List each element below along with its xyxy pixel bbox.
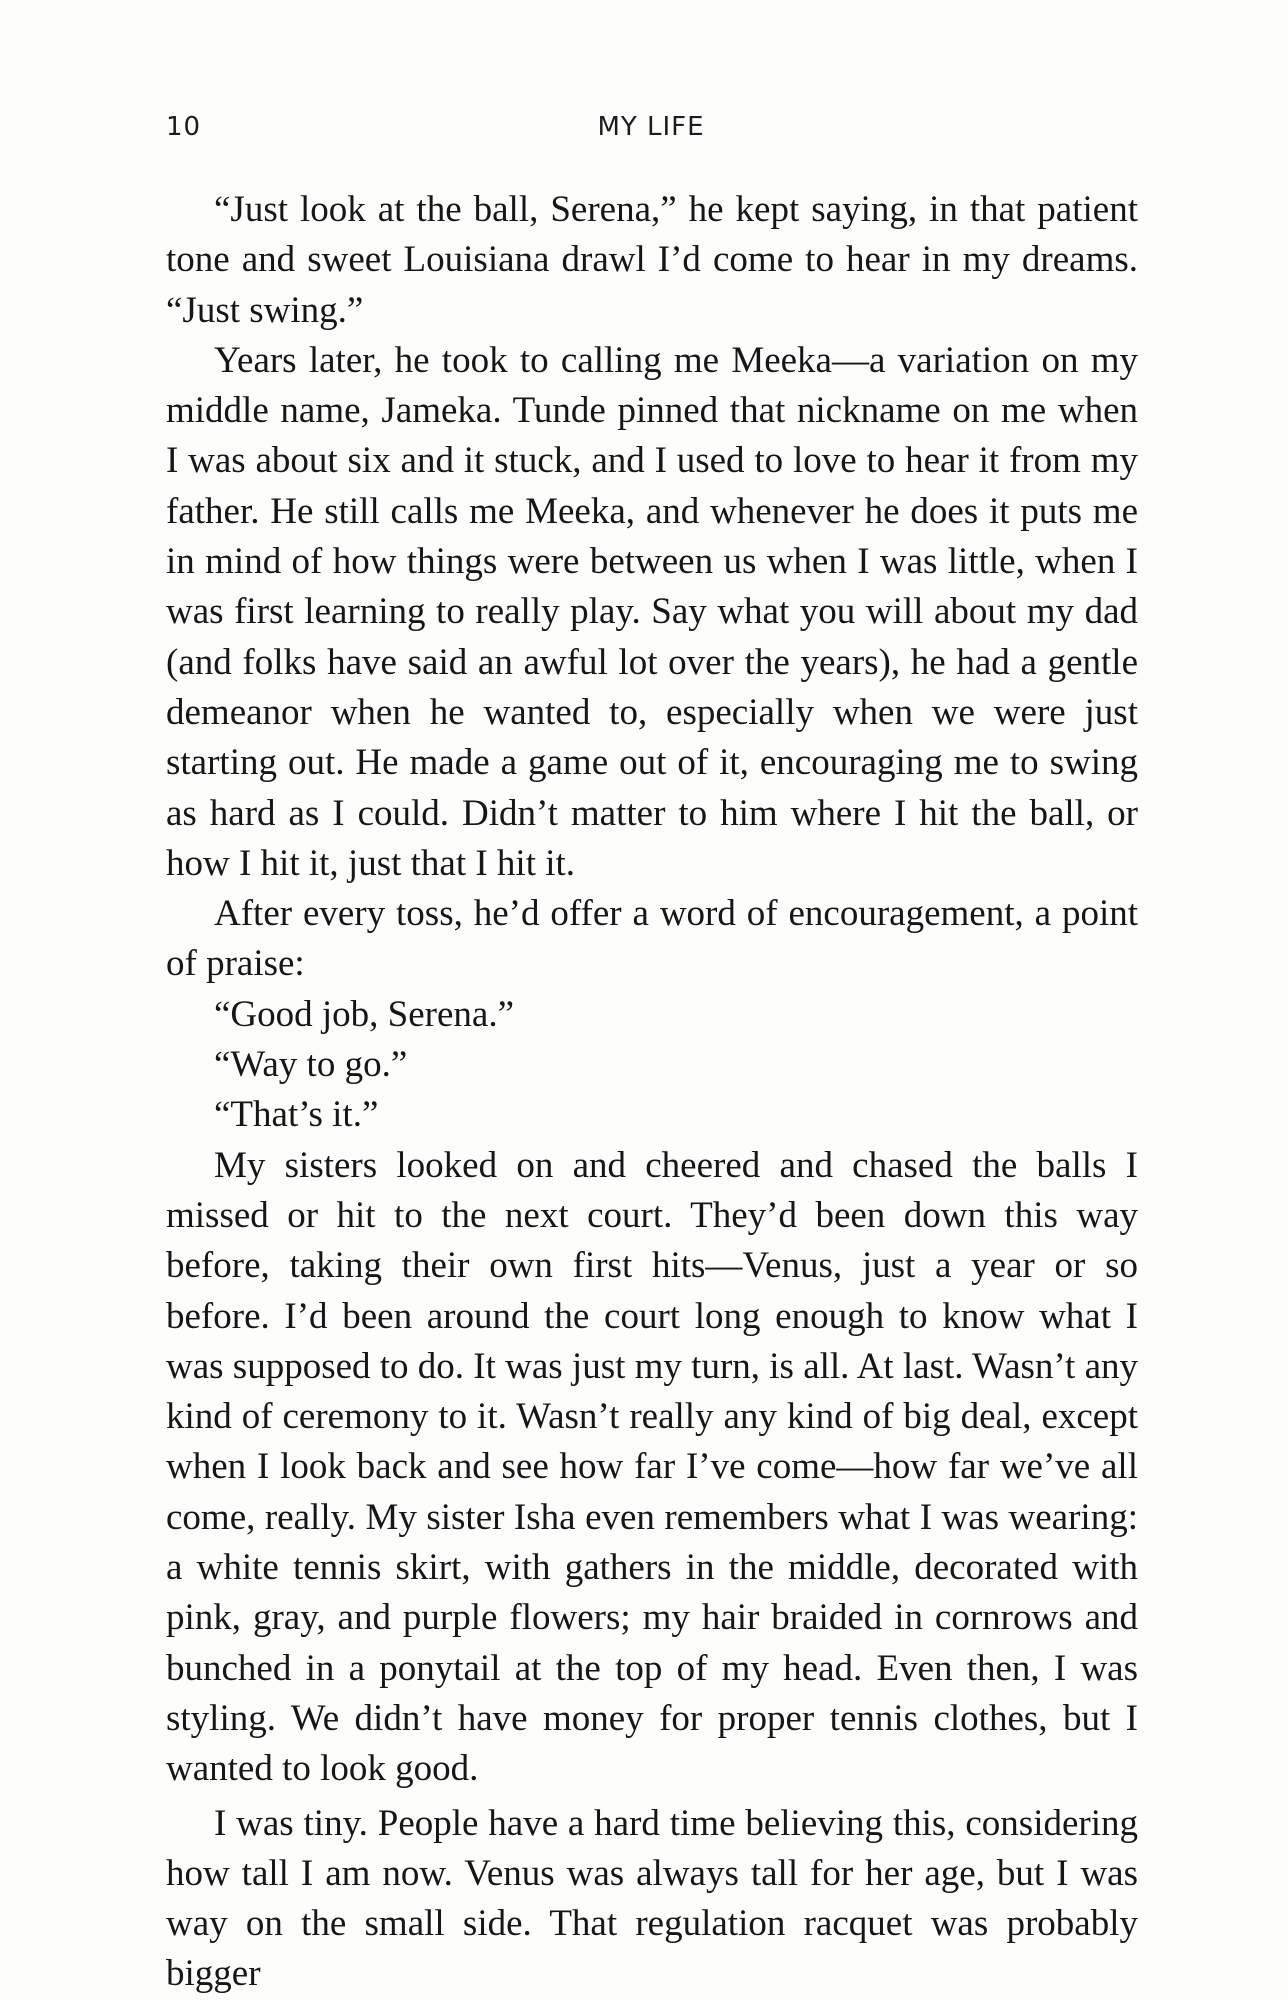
body-text xyxy=(166,185,1138,2000)
page-number: 10 xyxy=(166,112,202,142)
running-title: MY LIFE xyxy=(597,112,705,142)
paragraph: “Just look at the ball, Serena,” he kept saying, in that patient tone and sweet Louisiana drawl I’d come to hear in my dreams. “Just swing.” xyxy=(166,189,1138,331)
paragraph: I was tiny. People have a hard time believing this, considering how tall I am now. Venus was always tall for her age, but I was way on the small side. That regulation racquet was probably bigger xyxy=(166,1802,1138,1995)
paragraph: My sisters looked on and cheered and chased the balls I missed or hit to the next court. They’d been down this way before, taking their own first hits—Venus, just a year or so before. I’d been around the court long enough to know what I was supposed to do. It was just my turn, is all. At last. Wasn’t any kind of ceremony to it. Wasn’t really any kind of big deal, except when I look back and see how far I’ve come—how far we’ve all come, really. My sister Isha even remembers what I was wearing: a white tennis skirt, with gathers in the middle, decorated with pink, gray, and purple flowers; my hair braided in cornrows and bunched in a ponytail at the top of my head. Even then, I was styling. We didn’t have money for proper tennis clothes, but I wanted to look good. xyxy=(166,1144,1138,1790)
dialogue-line: “Way to go.” xyxy=(214,1044,408,1086)
paragraph: Years later, he took to calling me Meeka—a variation on my middle name, Jameka. Tunde pinned that nickname on me when I was about six and it stuck, and I used to love to hear it from my father. He still calls me Meeka, and whenever he does it puts me in mind of how things were between us when I was little, when I was first learning to really play. Say what you will about my dad (and folks have said an awful lot over the years), he had a gentle demeanor when he wanted to, especially when we were just starting out. He made a game out of it, encouraging me to swing as hard as I could. Didn’t matter to him where I hit the ball, or how I hit it, just that I hit it. xyxy=(166,339,1138,884)
dialogue-line: “That’s it.” xyxy=(214,1094,379,1136)
paragraph: After every toss, he’d offer a word of encouragement, a point of praise: xyxy=(166,893,1138,985)
dialogue-line: “Good job, Serena.” xyxy=(214,993,515,1035)
running-head xyxy=(166,112,1136,152)
